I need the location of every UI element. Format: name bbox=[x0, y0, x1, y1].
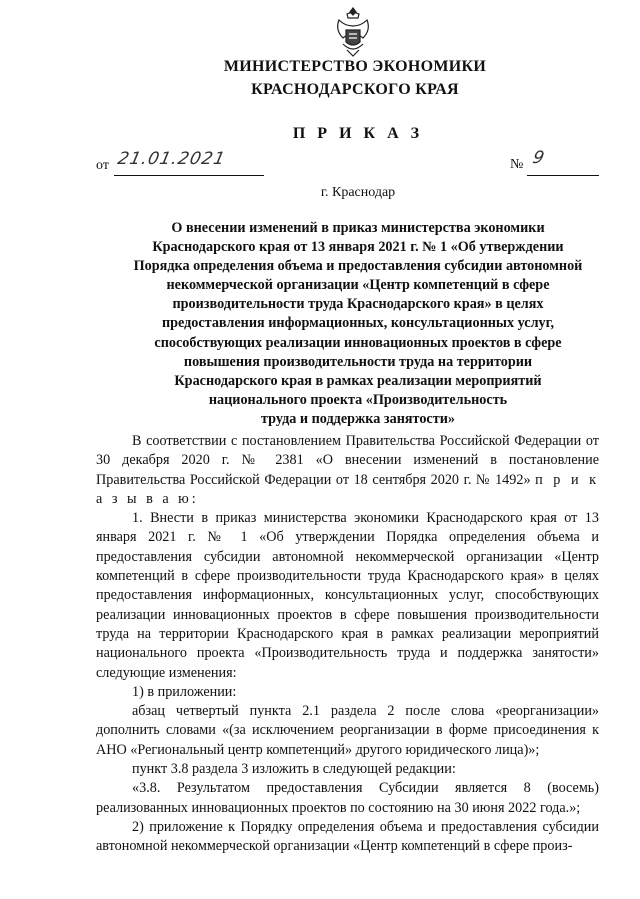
paragraph-subitem-2: 2) приложение к Порядку определения объема и предоставления субсидии автономной некоммерческой организации «Центр компетенций в сфере произ- bbox=[96, 818, 599, 855]
paragraph-new-3-8: «3.8. Результатом предоставления Субсидии является 8 (восемь) реализованных инновационных проектов по состоянию на 30 июня 2022 года.»; bbox=[96, 780, 599, 816]
order-verb: п р и к а з ы в а ю: bbox=[96, 471, 600, 507]
document-type: П Р И К А З bbox=[292, 125, 424, 142]
city: г. Краснодар bbox=[320, 185, 396, 200]
date-label: от bbox=[96, 158, 109, 173]
paragraph-item-1: 1. Внести в приказ министерства экономики Краснодарского края от 13 января 2021 г. № 1 «Об утверждении Порядка определения объема и предоставления субсидии автономной некоммерческой организации «Центр компетенций в сфере производительности труда Краснодарского края» в целях предоставления информационных, консультационных услуг, способствующих реализации инновационных проектов в сфере повышения производительности труда на территории Краснодарского края в рамках реализации мероприятий национального проекта «Производительность труда и поддержка занятости» следующие изменения: bbox=[96, 510, 599, 681]
title-line: Краснодарского края от 13 января 2021 г. № 1 «Об утверждении bbox=[152, 239, 564, 256]
number-underline bbox=[527, 175, 599, 176]
coat-of-arms-emblem bbox=[333, 6, 373, 58]
paragraph-amendment-3-8: пункт 3.8 раздела 3 изложить в следующей редакции: bbox=[132, 761, 456, 778]
title-line: производительности труда Краснодарского края» в целях bbox=[172, 296, 544, 313]
title-line: Порядка определения объема и предоставления субсидии автономной bbox=[133, 258, 583, 275]
order-title bbox=[118, 219, 598, 429]
ministry-name-line-2: КРАСНОДАРСКОГО КРАЯ bbox=[251, 81, 459, 98]
handwritten-date: 21.01.2021 bbox=[115, 149, 228, 169]
number-label: № bbox=[510, 157, 524, 172]
title-line: Краснодарского края в рамках реализации мероприятий bbox=[174, 372, 542, 389]
preamble-text: В соответствии с постановлением Правительства Российской Федерации от 30 декабря 2020 г. № 2381 «О внесении изменений в постановление Правительства Российской Федерации от 18 сентября 2020 г. № 1492» bbox=[96, 433, 599, 488]
handwritten-number: 9 bbox=[530, 148, 547, 168]
paragraph-preamble bbox=[96, 432, 599, 509]
title-line: труда и поддержка занятости» bbox=[261, 410, 455, 427]
title-line: О внесении изменений в приказ министерства экономики bbox=[171, 220, 545, 236]
title-line: предоставления информационных, консультационных услуг, bbox=[161, 315, 555, 332]
ministry-name-line-1: МИНИСТЕРСТВО ЭКОНОМИКИ bbox=[223, 58, 487, 75]
order-body bbox=[96, 432, 599, 857]
paragraph-subitem-1: 1) в приложении: bbox=[132, 683, 237, 700]
title-line: некоммерческой организации «Центр компетенций в сфере bbox=[166, 277, 550, 294]
paragraph-amendment-2-1: абзац четвертый пункта 2.1 раздела 2 после слова «реорганизации» дополнить словами «(за исключением реорганизации в форме присоединения к АНО «Региональный центр компетенций» другого юридического лица)»; bbox=[96, 703, 599, 758]
title-line: способствующих реализации инновационных проектов в сфере bbox=[154, 334, 562, 351]
title-line: повышения производительности труда на территории bbox=[183, 353, 533, 370]
date-underline bbox=[114, 175, 264, 176]
title-line: национального проекта «Производительность bbox=[208, 391, 508, 408]
